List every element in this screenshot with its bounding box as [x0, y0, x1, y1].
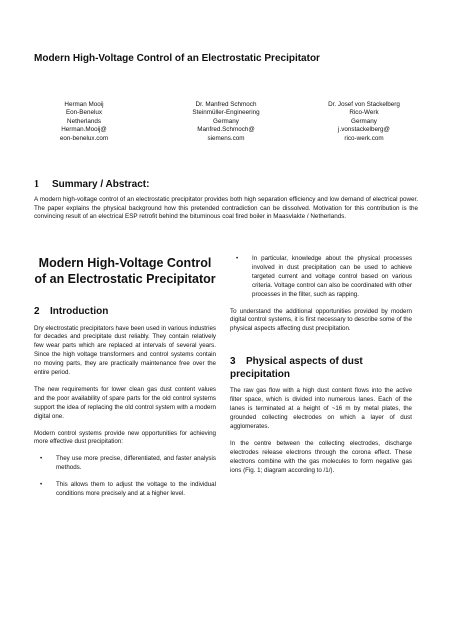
bullet-icon: •: [40, 455, 43, 463]
physics-paragraph-1: The raw gas flow with a high dust content flows into the active filter space, which is divided into numerous lanes. Each of the lanes is terminated at a height of ~16 m by metal plates, the grounded collecting electrodes on which a layer of dust agglomerates.: [230, 387, 412, 430]
section-title: Summary / Abstract:: [52, 179, 150, 190]
list-item-text: They use more precise, differentiated, and faster analysis methods.: [56, 455, 216, 472]
intro-paragraph-3: Modern control systems provide new opportunities for achieving more effective dust precipitation:: [34, 429, 216, 446]
section-3-heading: [230, 356, 412, 381]
body-title: Modern High-Voltage Control of an Electrostatic Precipitator: [34, 256, 216, 286]
list-item-text: In particular, knowledge about the physical processes involved in dust precipitation can be used to achieve targeted current and voltage control based on various criteria. Voltage control can also be coordinated with other processes in the filter, such as rapping.: [252, 255, 412, 298]
list-item: [34, 481, 216, 499]
author-email-domain: siemens.com: [207, 134, 245, 142]
section-title: Introduction: [50, 306, 109, 317]
physics-paragraph-2: In the centre between the collecting electrodes, discharge electrodes release electrons through the corona effect. These electrons combine with the gas molecules to form negative gas ions (Fig. 1; diagram according to /1/).: [230, 439, 412, 474]
author-email-user: Herman.Mooij@: [61, 126, 107, 134]
section-number: 2: [34, 306, 40, 317]
right-column: [230, 255, 412, 475]
abstract-text: A modern high-voltage control of an electrostatic precipitator provides both high separation efficiency and low demand of electrical power. The paper explains the physical background how this pretended contradiction can be dissolved. Motivation for this contribution is the convincing result of an electrical ESP retrofit behind the bituminous coal fired boiler in Maasvlakte / Netherlands.: [34, 196, 418, 221]
author-company: Eon-Benelux: [65, 109, 103, 117]
bullet-icon: •: [236, 255, 239, 262]
section-number: 1: [34, 179, 39, 190]
list-item: [230, 255, 412, 300]
author-company: Rico-Werk: [349, 109, 379, 117]
intro-paragraph-2: The new requirements for lower clean gas dust content values and the poor availability of spare parts for the old control systems support the idea of replacing the old control system with a modern digital one.: [34, 385, 216, 420]
transition-paragraph: To understand the additional opportunities provided by modern digital control systems, it is first necessary to describe some of the physical aspects affecting dust precipitation.: [230, 307, 412, 333]
author-email-domain: rico-werk.com: [344, 134, 384, 142]
author-company: Steinmüller-Engineering: [192, 109, 260, 117]
list-item: [34, 455, 216, 473]
bullet-list: [230, 255, 412, 300]
paper-title: Modern High-Voltage Control of an Electrostatic Precipitator: [34, 53, 320, 64]
author-country: Germany: [213, 117, 239, 125]
author-name: Dr. Josef von Stackelberg: [328, 101, 400, 108]
bullet-list: [34, 455, 216, 499]
author-3: [300, 101, 428, 143]
section-number: 3: [230, 356, 236, 368]
section-1-heading: [34, 179, 149, 190]
author-2: [166, 101, 286, 143]
author-name: Herman Mooij: [64, 101, 104, 108]
intro-paragraph-1: Dry electrostatic precipitators have been used in various industries for decades and precipitate dust reliably. They contain relatively few wear parts which are replaced at intervals of several years. Since the high voltage transformers and control systems contain no moving parts, they are practically maintenance free over the entire period.: [34, 324, 216, 377]
author-1: [38, 101, 130, 143]
author-email-user: j.vonstackelberg@: [338, 126, 390, 134]
list-item-text: This allows them to adjust the voltage to the individual conditions more precisely and at a higher level.: [56, 481, 216, 498]
author-name: Dr. Manfred Schmoch: [195, 101, 257, 108]
author-email-user: Manfred.Schmoch@: [197, 126, 255, 134]
author-country: Netherlands: [67, 117, 101, 125]
bullet-icon: •: [40, 481, 43, 489]
section-title: Physical aspects of dust precipitation: [230, 356, 363, 380]
left-column: [34, 255, 216, 499]
author-email-domain: eon-benelux.com: [59, 134, 109, 142]
author-country: Germany: [351, 117, 377, 125]
section-2-heading: [34, 306, 216, 319]
